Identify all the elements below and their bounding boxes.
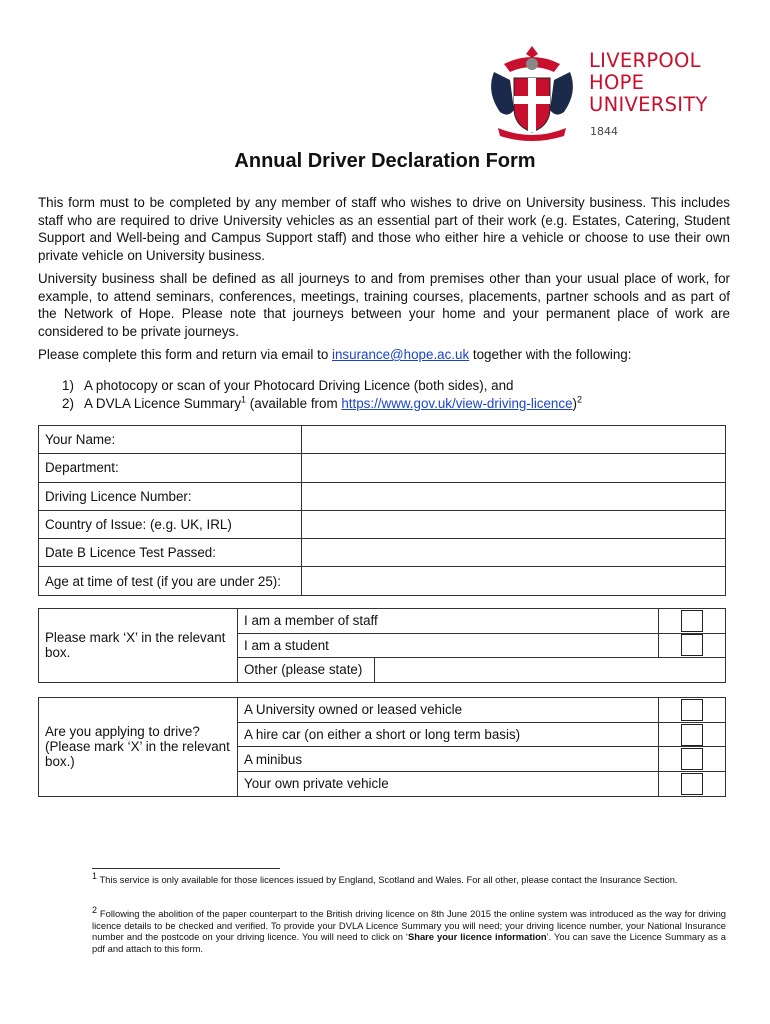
private-vehicle-checkbox-cell (659, 772, 726, 797)
option-student: I am a student (238, 633, 659, 658)
footnote-1-text: This service is only available for those licences issued by England, Scotland and Wales. For all other, please contact the Insurance Section. (97, 874, 678, 885)
table-row (39, 426, 726, 454)
field-label-licence-number: Driving Licence Number: (39, 482, 302, 510)
licence-number-input-cell[interactable] (302, 482, 726, 510)
table-row (39, 539, 726, 567)
footnote-2-bold-text: Share your licence information (407, 931, 547, 942)
dvla-licence-link[interactable]: https://www.gov.uk/view-driving-licence (341, 395, 573, 411)
minibus-checkbox[interactable] (681, 748, 703, 770)
option-other: Other (please state) (238, 658, 375, 683)
form-title: Annual Driver Declaration Form (234, 150, 536, 172)
table-row (39, 482, 726, 510)
footnote-divider (92, 868, 280, 869)
option-private-vehicle: Your own private vehicle (238, 772, 659, 797)
other-state-input-cell[interactable] (375, 658, 726, 683)
intro-paragraph-3 (38, 346, 730, 364)
footnote-2 (92, 904, 726, 954)
option-university-vehicle: A University owned or leased vehicle (238, 698, 659, 723)
requirement-item-1 (62, 377, 582, 395)
footnote-ref-1: 1 (241, 394, 247, 405)
name-input-cell[interactable] (302, 426, 726, 454)
instruction-text: Please complete this form and return via email to (38, 347, 332, 362)
vehicle-prompt: Are you applying to drive? (Please mark ‘X’ in the relevant box.) (39, 698, 238, 797)
table-row (39, 698, 726, 723)
university-crest-logo (484, 42, 580, 142)
table-row (39, 510, 726, 538)
age-input-cell[interactable] (302, 567, 726, 595)
insurance-email-link[interactable]: insurance@hope.ac.uk (332, 347, 470, 362)
requirement-text: A photocopy or scan of your Photocard Driving Licence (both sides), and (84, 378, 514, 393)
requirement-item-2 (62, 395, 582, 413)
footnote-2-number: 2 (92, 904, 98, 915)
status-table (38, 608, 726, 683)
field-label-age: Age at time of test (if you are under 25): (39, 567, 302, 595)
university-name-line3: UNIVERSITY (589, 93, 708, 116)
field-label-test-date: Date B Licence Test Passed: (39, 539, 302, 567)
table-row (39, 454, 726, 482)
requirement-text-end: ) (572, 395, 577, 411)
university-founding-year: 1844 (590, 125, 618, 138)
field-label-department: Department: (39, 454, 302, 482)
university-vehicle-checkbox-cell (659, 698, 726, 723)
private-vehicle-checkbox[interactable] (681, 773, 703, 795)
country-input-cell[interactable] (302, 510, 726, 538)
footnote-1-number: 1 (92, 870, 98, 881)
option-hire-car: A hire car (on either a short or long term basis) (238, 722, 659, 747)
table-row (39, 567, 726, 595)
student-checkbox-cell (659, 633, 726, 658)
hire-car-checkbox-cell (659, 722, 726, 747)
university-name-line1: LIVERPOOL (589, 49, 701, 72)
requirement-text: A DVLA Licence Summary (84, 395, 242, 411)
staff-checkbox-cell (659, 609, 726, 634)
hire-car-checkbox[interactable] (681, 724, 703, 746)
university-name-line2: HOPE (589, 71, 645, 94)
list-number: 1) (62, 378, 74, 393)
footnote-2-text: Following the abolition of the paper counterpart to the British driving licence on 8th June 2015 the online system was introduced as the way for driving licence details to be checked and verified. To provide your DVLA Licence Summary you will need; your driving licence number, your National Insurance number and the postcode on your driving licence. You will need to click on ‘ (92, 908, 726, 942)
department-input-cell[interactable] (302, 454, 726, 482)
field-label-country: Country of Issue: (e.g. UK, IRL) (39, 510, 302, 538)
staff-checkbox[interactable] (681, 610, 703, 632)
requirements-list (62, 377, 582, 412)
footnote-ref-2: 2 (577, 394, 583, 405)
driver-details-table (38, 425, 726, 596)
field-label-name: Your Name: (39, 426, 302, 454)
footnote-1 (92, 870, 726, 886)
footnote-2-text-end: ’. You can save the Licence Summary as a pdf and attach to this form. (92, 931, 726, 954)
student-checkbox[interactable] (681, 634, 703, 656)
minibus-checkbox-cell (659, 747, 726, 772)
test-date-input-cell[interactable] (302, 539, 726, 567)
intro-paragraph-1: This form must to be completed by any member of staff who wishes to drive on University business. This includes staff who are required to drive University vehicles as an essential part of their work (e.g. Estates, Catering, Student Support and Well-being and Campus Support staff) and those who either hire a vehicle or choose to use their own private vehicle on University business. (38, 195, 730, 263)
option-minibus: A minibus (238, 747, 659, 772)
list-number: 2) (62, 395, 74, 411)
option-staff: I am a member of staff (238, 609, 659, 634)
instruction-text-end: together with the following: (469, 347, 632, 362)
university-name (589, 50, 708, 116)
intro-paragraph-2: University business shall be defined as all journeys to and from premises other than your usual place of work, for example, to attend seminars, conferences, meetings, training courses, placements, partner schools and as part of the Network of Hope. Please note that journeys between your home and your permanent place of work are considered to be private journeys. (38, 271, 730, 339)
table-row (39, 609, 726, 634)
vehicle-type-table (38, 697, 726, 797)
requirement-text-mid: (available from (246, 395, 342, 411)
status-prompt: Please mark ‘X’ in the relevant box. (39, 609, 238, 683)
university-vehicle-checkbox[interactable] (681, 699, 703, 721)
